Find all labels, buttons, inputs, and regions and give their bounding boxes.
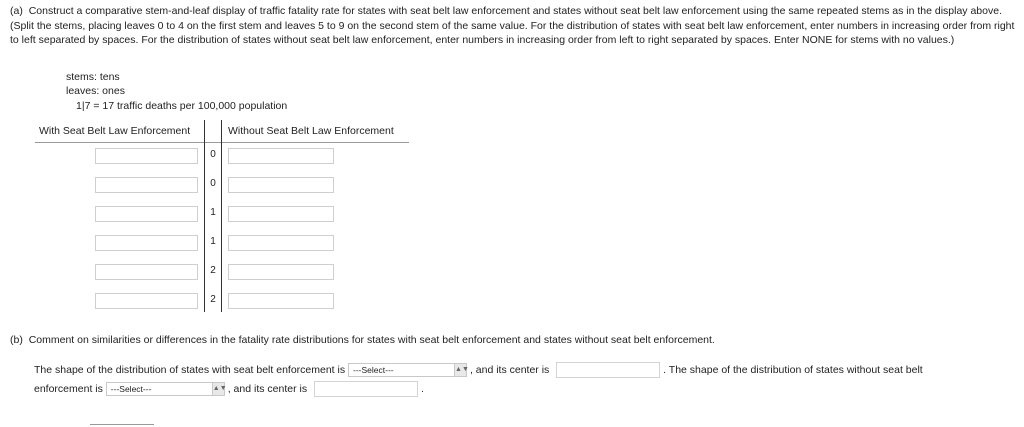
with-leaves-input[interactable]	[95, 235, 198, 251]
enforcement-label: enforcement is	[34, 382, 103, 395]
with-leaves-input[interactable]	[95, 148, 198, 164]
with-seat-belt-header: With Seat Belt Law Enforcement	[39, 125, 191, 137]
stem-value: 1	[210, 236, 216, 247]
part-b-text: Comment on similarities or differences in the fatality rate distributions for states with seat belt enforcement and states without seat belt enforcement.	[28, 334, 715, 346]
center-without-label: , and its center is	[227, 382, 308, 395]
bottom-divider	[90, 424, 154, 425]
with-leaves-input[interactable]	[95, 264, 198, 280]
shape-without-label: . The shape of the distribution of states without seat belt	[663, 363, 923, 376]
shape-with-label: The shape of the distribution of states with seat belt enforcement is	[34, 363, 346, 376]
stem-value: 0	[210, 178, 216, 189]
key-stems: stems: tens	[66, 71, 120, 83]
part-b-prompt	[10, 334, 715, 346]
shape-with-select-value: ---Select---	[353, 365, 394, 375]
with-leaves-input[interactable]	[95, 206, 198, 222]
answer-line-1	[34, 362, 923, 378]
without-leaves-input[interactable]	[228, 177, 334, 193]
stem-divider-right	[221, 120, 222, 312]
key-example: 1|7 = 17 traffic deaths per 100,000 population	[76, 99, 288, 112]
without-leaves-input[interactable]	[228, 293, 334, 309]
without-seat-belt-header: Without Seat Belt Law Enforcement	[228, 125, 394, 137]
select-arrow-icon: ▲▼	[212, 383, 224, 395]
select-arrow-icon: ▲▼	[454, 364, 466, 376]
end-period: .	[420, 382, 424, 395]
stem-value: 2	[210, 265, 216, 276]
part-a-text: Construct a comparative stem-and-leaf display of traffic fatality rate for states with seat belt law enforcement and states without seat belt law enforcement using the same repeated stems as in the display above. (Split the stems, placing leaves 0 to 4 on the first stem and leaves 5 to 9 on the second stem of the same value. For the distribution of states with seat belt law enforcement, enter numbers in increasing order from right to left separated by spaces. For the distribution of states without seat belt law enforcement, enter numbers in increasing order from left to right separated by spaces. Enter NONE for stems with no values.)	[10, 5, 1015, 47]
stem-value: 0	[210, 149, 216, 160]
center-with-label: , and its center is	[469, 363, 550, 376]
answer-line-2	[34, 381, 424, 397]
center-with-input[interactable]	[556, 362, 660, 378]
without-leaves-input[interactable]	[228, 206, 334, 222]
key-leaves: leaves: ones	[66, 85, 125, 98]
shape-without-select[interactable]	[106, 382, 225, 396]
stem-value: 2	[210, 294, 216, 305]
shape-without-select-value: ---Select---	[110, 384, 152, 394]
center-without-input[interactable]	[314, 381, 418, 397]
part-a-label: (a)	[10, 5, 23, 17]
without-leaves-input[interactable]	[228, 264, 334, 280]
stem-value: 1	[210, 207, 216, 218]
stem-leaf-key	[66, 70, 287, 113]
without-leaves-input[interactable]	[228, 148, 334, 164]
header-divider	[35, 142, 409, 143]
with-leaves-input[interactable]	[95, 177, 198, 193]
part-a-instructions	[10, 4, 1015, 48]
without-leaves-input[interactable]	[228, 235, 334, 251]
shape-with-select[interactable]	[348, 363, 467, 377]
part-b-label: (b)	[10, 334, 23, 346]
with-leaves-input[interactable]	[95, 293, 198, 309]
